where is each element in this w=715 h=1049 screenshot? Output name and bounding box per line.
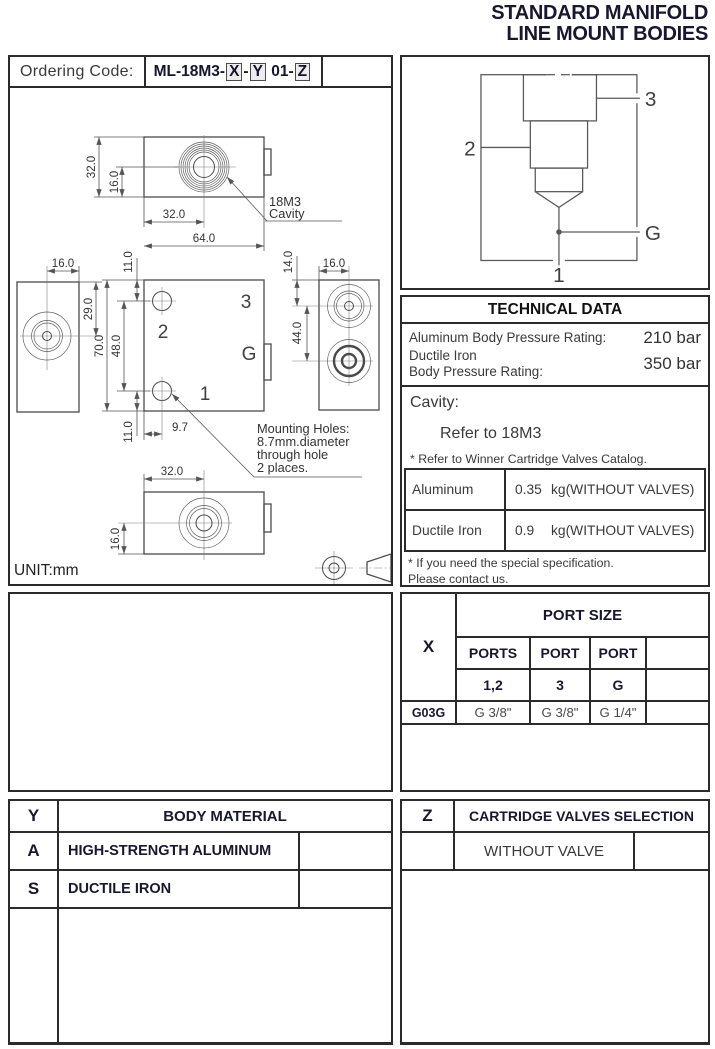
ordering-code-y: Y: [250, 63, 266, 81]
body-material-extra-a: [300, 833, 391, 871]
table-row: [406, 470, 704, 509]
ordering-code-dash: -: [243, 62, 249, 80]
mounting-note-line4: 2 places.: [257, 460, 309, 475]
technical-data-panel: [400, 295, 710, 587]
body-material-label-a: HIGH-STRENGTH ALUMINUM: [59, 833, 300, 871]
port-size-title: PORT SIZE: [457, 594, 708, 638]
dim-front-height: 70.0: [94, 334, 106, 358]
cartridge-title: CARTRIDGE VALVES SELECTION: [455, 801, 708, 833]
pressure-ratings: [402, 324, 708, 387]
ductile-pressure-row: [409, 348, 701, 380]
cartridge-value: WITHOUT VALVE: [455, 833, 635, 871]
schematic-port-2: 2: [464, 137, 476, 161]
page-title: [491, 3, 708, 45]
third-angle-projection-icon: [315, 551, 391, 584]
port-size-row-code: G03G: [402, 700, 457, 725]
port-size-row-val2: G 3/8": [531, 700, 591, 725]
body-material-empty-col: [10, 909, 59, 1042]
dim-right-porttop: 14.0: [283, 250, 295, 274]
page-title-line2: LINE MOUNT BODIES: [506, 23, 708, 45]
port-label-3: 3: [240, 292, 252, 313]
body-material-label-s: DUCTILE IRON: [59, 871, 300, 909]
ordering-code-value: [144, 57, 324, 86]
ductile-pressure-value: 350 bar: [643, 354, 701, 374]
dim-front-holex: 9.7: [172, 422, 188, 434]
weight-table: [404, 468, 706, 552]
dim-top-center: 16.0: [109, 170, 121, 194]
ordering-code-label: Ordering Code:: [20, 62, 134, 80]
port-size-empty-area: [402, 725, 708, 790]
left-side-view: [17, 258, 102, 412]
dim-bottom-halfwidth: 32.0: [160, 466, 184, 478]
dim-top-halfwidth: 32.0: [162, 209, 186, 221]
aluminum-pressure-label: Aluminum Body Pressure Rating:: [409, 329, 607, 345]
cavity-note: * Refer to Winner Cartridge Valves Catalog.: [410, 452, 647, 467]
dim-front-holespan: 48.0: [111, 334, 123, 358]
page-title-line1: STANDARD MANIFOLD: [491, 2, 708, 24]
aluminum-pressure-row: [409, 328, 701, 348]
ordering-code-bar: [10, 57, 391, 88]
dim-right-width: 16.0: [322, 258, 346, 270]
body-material-title: BODY MATERIAL: [59, 801, 391, 833]
cartridge-z-header: Z: [402, 801, 455, 833]
right-side-view: [283, 251, 379, 410]
dim-top-height: 32.0: [86, 155, 98, 179]
drawing-panel: [8, 55, 393, 586]
body-material-panel: [8, 799, 393, 1045]
body-material-code-a: A: [10, 833, 59, 871]
dim-left-width: 16.0: [51, 258, 75, 270]
dim-left-portdepth: 29.0: [83, 297, 95, 321]
dim-bottom-center: 16.0: [110, 527, 122, 551]
dim-right-portspan: 44.0: [292, 321, 304, 345]
cavity-schematic: [402, 57, 708, 288]
ordering-code-prefix: ML-18M3-: [153, 62, 226, 80]
ductile-pressure-label: [409, 348, 543, 380]
cavity-value: Refer to 18M3: [440, 425, 542, 443]
port-label-1: 1: [199, 384, 211, 405]
technical-data-header: TECHNICAL DATA: [402, 297, 708, 324]
cartridge-selection-panel: [400, 799, 710, 1045]
port-size-panel: [400, 592, 710, 792]
aluminum-pressure-value: 210 bar: [643, 328, 701, 347]
body-material-y-header: Y: [10, 801, 59, 833]
weight-number: 0.9: [515, 523, 535, 539]
cavity-section: [402, 387, 708, 466]
schematic-port-3: 3: [644, 88, 657, 112]
weight-unit: kg(WITHOUT VALVES): [551, 523, 695, 539]
ductile-pressure-label-line1: Ductile Iron: [409, 348, 477, 363]
bottom-view: [110, 466, 271, 560]
top-view: [86, 135, 342, 251]
body-material-table: [10, 801, 391, 1042]
body-material-empty-area: [59, 909, 391, 1042]
port-label-2: 2: [157, 322, 169, 343]
weight-unit: kg(WITHOUT VALVES): [551, 482, 695, 498]
port-size-col3-sub: G: [591, 670, 647, 700]
dim-top-width: 64.0: [192, 233, 216, 245]
cartridge-extra-cell: [635, 833, 708, 871]
port-size-row-val3: G 1/4": [591, 700, 647, 725]
weight-value-ductile: [506, 511, 694, 550]
port-size-col2-header: PORT: [531, 638, 591, 670]
port-size-col1-header: PORTS: [457, 638, 531, 670]
port-size-col2-sub: 3: [531, 670, 591, 700]
table-row: [406, 509, 704, 550]
ordering-code-z: Z: [295, 63, 310, 81]
cad-drawing: [10, 88, 391, 584]
front-view: [94, 251, 362, 477]
port-size-row-val1: G 3/8": [457, 700, 531, 725]
schematic-port-1: 1: [553, 264, 565, 288]
ordering-code-mid: 01-: [266, 62, 294, 80]
cartridge-empty-area: [402, 871, 708, 1042]
weight-value-aluminum: [506, 470, 694, 509]
port-size-col1-sub: 1,2: [457, 670, 531, 700]
ductile-pressure-label-line2: Body Pressure Rating:: [409, 364, 543, 380]
special-spec-note-line1: * If you need the special specification.: [408, 556, 614, 571]
port-size-col4-sub: [647, 670, 708, 700]
dim-front-holebottom: 11.0: [123, 421, 135, 443]
cartridge-code-cell: [402, 833, 455, 871]
body-material-extra-s: [300, 871, 391, 909]
port-label-g: G: [241, 344, 257, 365]
port-size-table: [402, 594, 708, 790]
special-spec-note: [402, 552, 708, 587]
mounting-note-line1: Mounting Holes:: [257, 421, 350, 436]
weight-number: 0.35: [515, 482, 542, 498]
special-spec-note-line2: Please contact us.: [408, 571, 509, 586]
port-size-col3-header: PORT: [591, 638, 647, 670]
dim-front-holetop: 11.0: [123, 251, 135, 273]
mounting-note-line2: 8.7mm.diameter: [257, 434, 350, 449]
empty-panel: [8, 592, 393, 792]
port-size-row-val4: [647, 700, 708, 725]
body-material-code-s: S: [10, 871, 59, 909]
cavity-callout-line2: Cavity: [269, 206, 305, 221]
cavity-callout-line1: 18M3: [269, 194, 302, 209]
weight-material-ductile: Ductile Iron: [406, 511, 506, 550]
weight-material-aluminum: Aluminum: [406, 470, 506, 509]
ordering-code-x: X: [226, 63, 242, 81]
schematic-port-g: G: [644, 221, 661, 245]
mounting-note-line3: through hole: [257, 447, 329, 462]
cavity-schematic-panel: [400, 55, 710, 290]
port-size-x-header: X: [402, 594, 457, 700]
cartridge-selection-table: [402, 801, 708, 1042]
cavity-label: Cavity:: [410, 394, 459, 412]
drawing-area: [10, 88, 391, 584]
port-size-col4-header: [647, 638, 708, 670]
unit-label: UNIT:mm: [14, 562, 79, 579]
